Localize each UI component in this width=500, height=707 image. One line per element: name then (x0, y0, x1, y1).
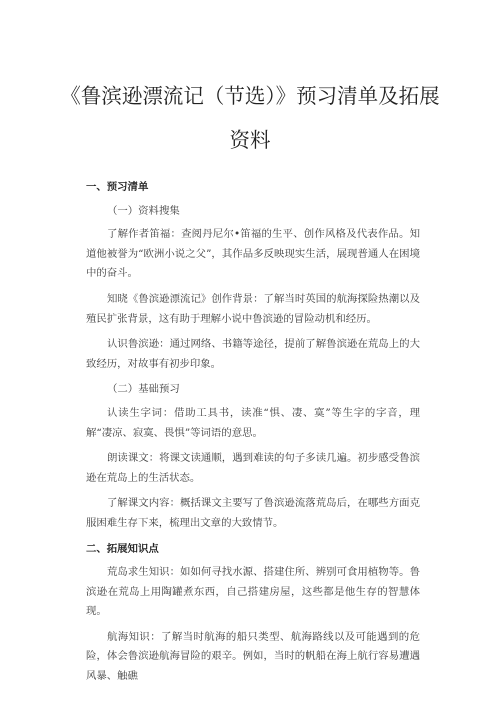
document-body (86, 178, 420, 693)
paragraph-character: 认识鲁滨逊：通过网络、书籍等途径，提前了解鲁滨逊在荒岛上的大致经历，对故事有初步印象。 (86, 338, 420, 370)
paragraph-background: 知晓《鲁滨逊漂流记》创作背景：了解当时英国的航海探险热潮以及殖民扩张背景，这有助于理解小说中鲁滨逊的冒险动机和经历。 (86, 292, 420, 325)
document-title: 《鲁滨逊漂流记（节选）》预习清单及拓展资料 (60, 84, 440, 152)
section-heading-extension: 二、拓展知识点 (86, 542, 159, 555)
paragraph-vocabulary: 认读生字词：借助工具书，读准“惧、凄、寞”等生字的字音，理解“凄凉、寂寞、畏惧”等词语的意思。 (86, 406, 420, 439)
paragraph-reading: 朗读课文：将课文读通顺，遇到难读的句子多读几遍。初步感受鲁滨逊在荒岛上的生活状态。 (86, 452, 420, 484)
subsection-heading-materials: （一）资料搜集 (107, 204, 180, 217)
subsection-heading-basic-preview: （二）基础预习 (107, 383, 180, 396)
section-heading-preview-list: 一、预习清单 (86, 181, 149, 193)
paragraph-author: 了解作者笛福：查阅丹尼尔•笛福的生平、创作风格及代表作品。知道他被誉为“欧洲小说之父”，其作品多反映现实生活，展现普通人在困境中的奋斗。 (86, 228, 420, 280)
paragraph-navigation: 航海知识：了解当时航海的船只类型、航海路线以及可能遇到的危险，体会鲁滨逊航海冒险的艰辛。例如，当时的帆船在海上航行容易遭遇风暴、触礁 (86, 630, 420, 683)
paragraph-survival: 荒岛求生知识：如如何寻找水源、搭建住所、辨别可食用植物等。鲁滨逊在荒岛上用陶罐煮东西，自己搭建房屋，这些都是他生存的智慧体现。 (86, 566, 420, 618)
paragraph-content: 了解课文内容：概括课文主要写了鲁滨逊流落荒岛后，在哪些方面克服困难生存下来，梳理出文章的大致情节。 (86, 497, 420, 529)
